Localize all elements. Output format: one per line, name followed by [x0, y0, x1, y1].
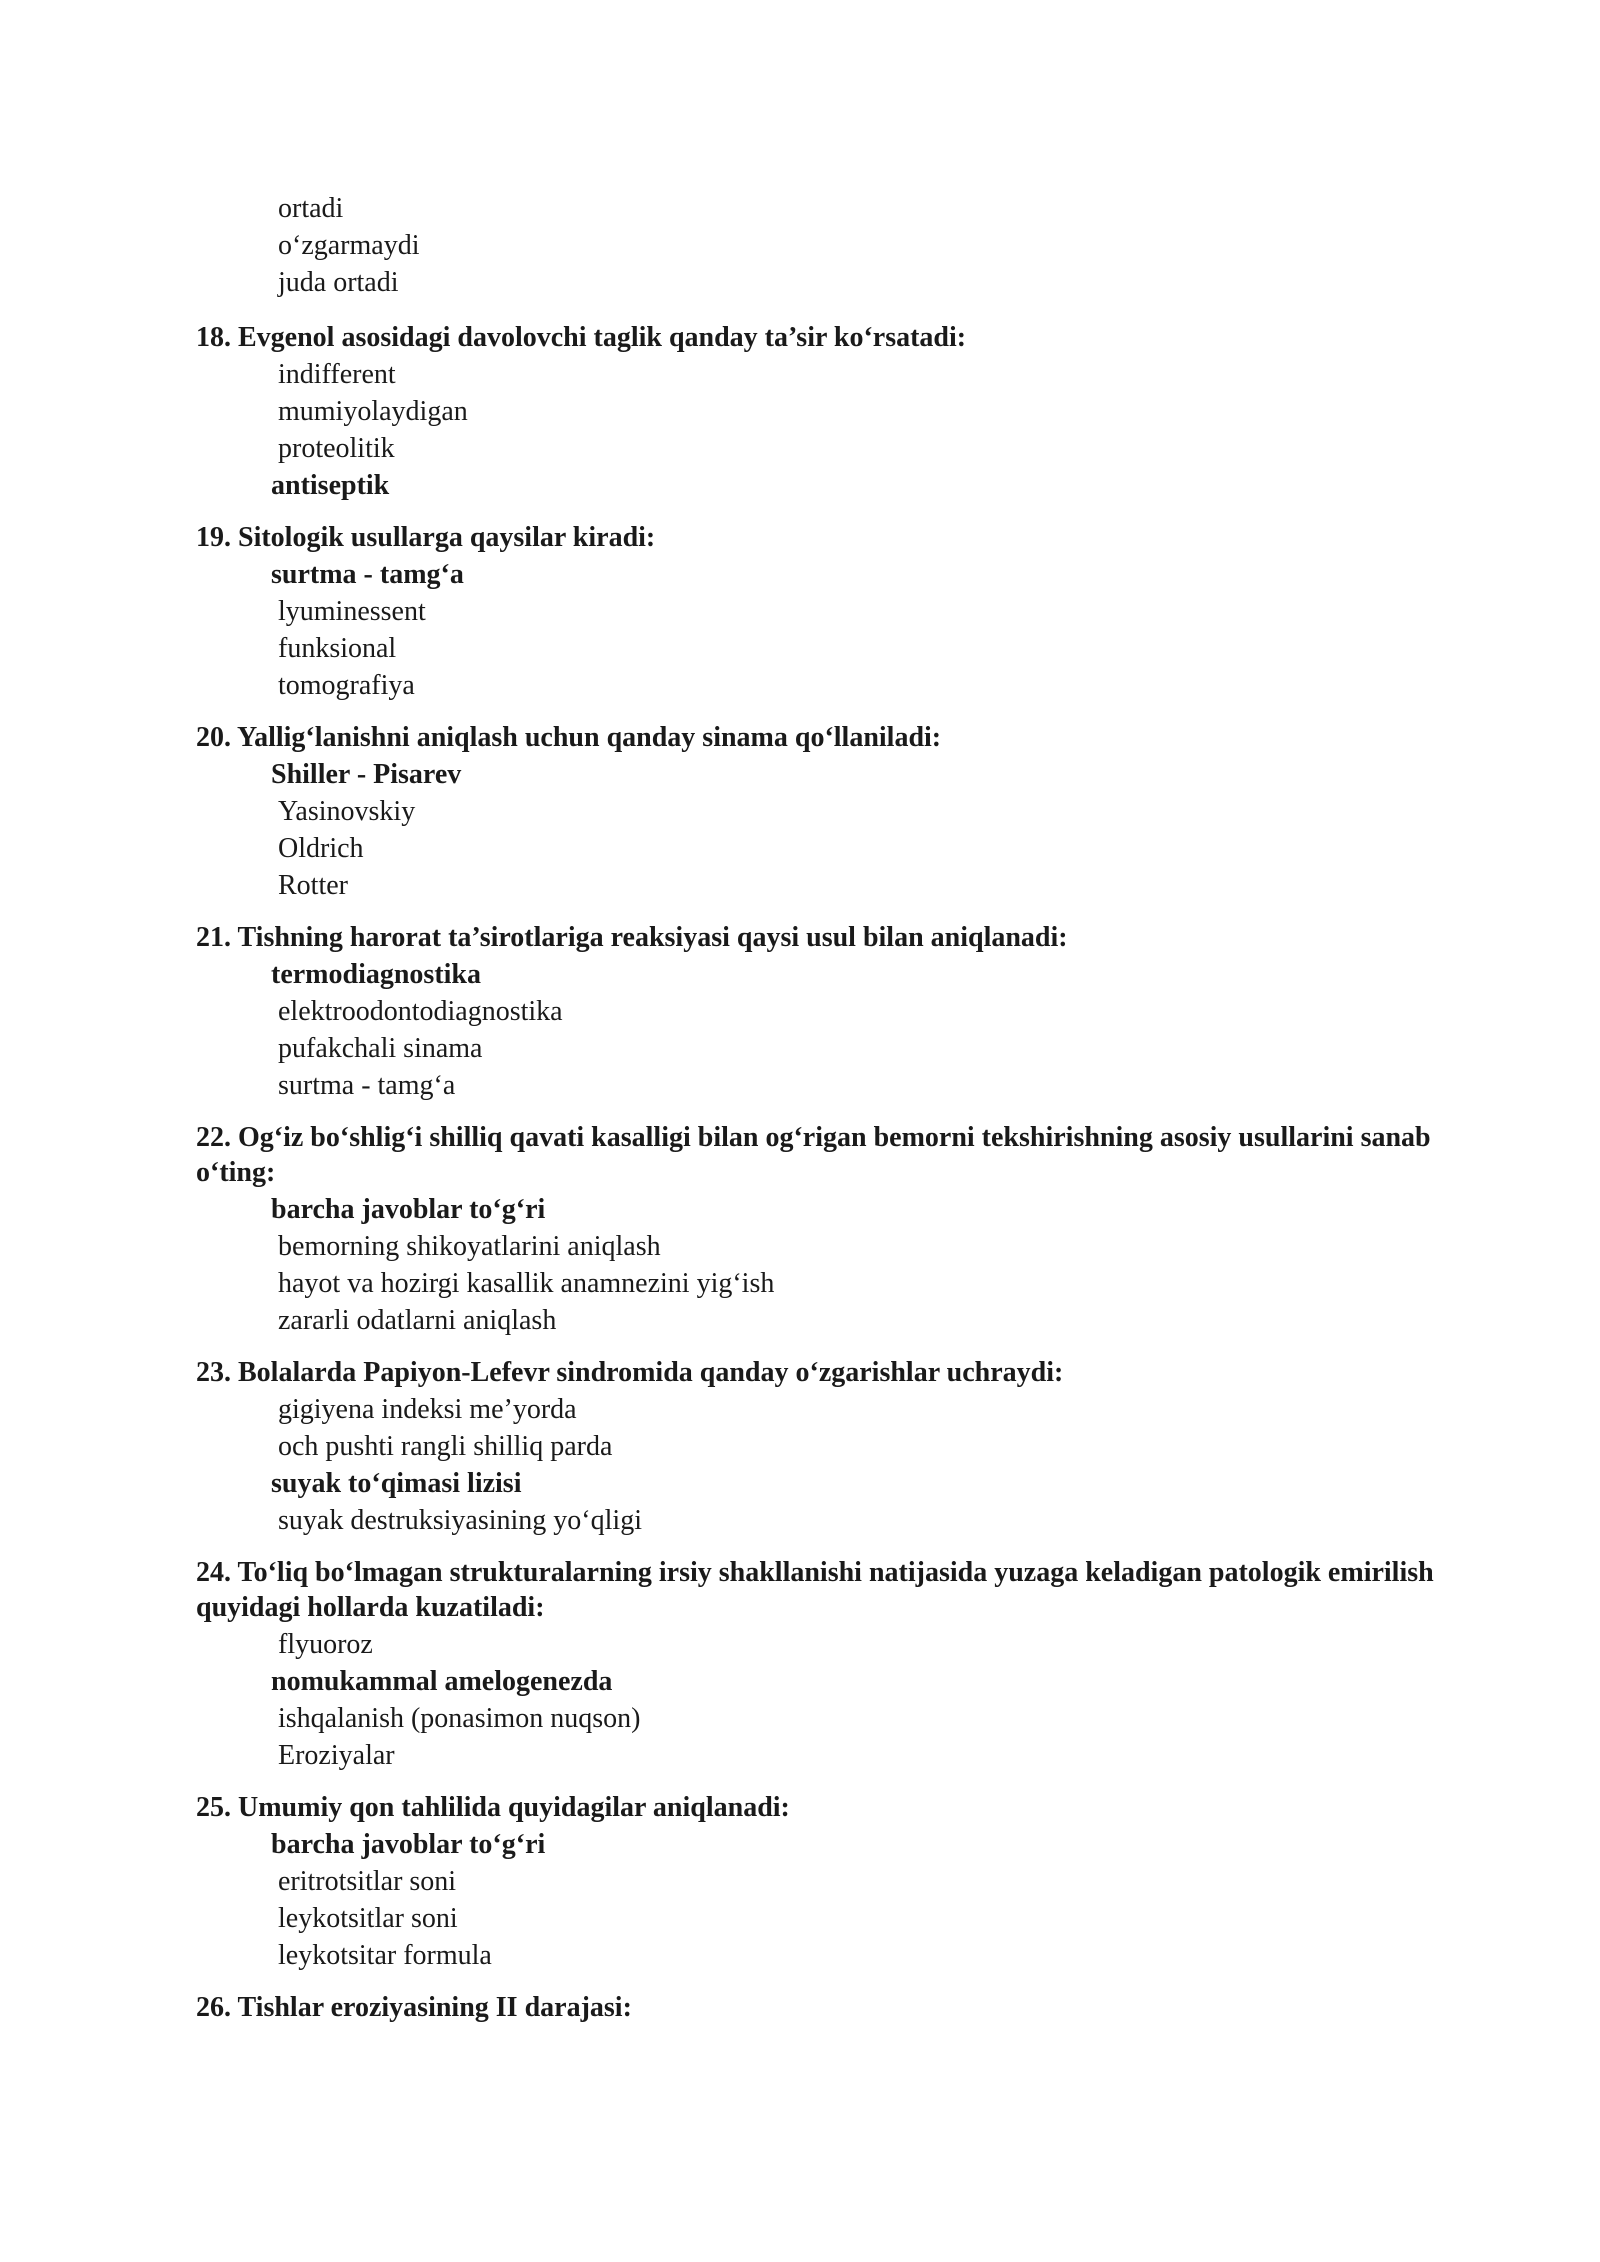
answer-option: proteolitik — [278, 433, 395, 464]
answer-option: suyak destruksiyasining yo‘qligi — [278, 1505, 642, 1536]
answer-option: indifferent — [278, 359, 396, 390]
question-text: 25. Umumiy qon tahlilida quyidagilar aniqlanadi: — [196, 1792, 790, 1823]
answer-option: hayot va hozirgi kasallik anamnezini yig‘ish — [278, 1268, 775, 1299]
question-block — [0, 1120, 1600, 1339]
answer-option: tomografiya — [278, 670, 415, 701]
question-text: 24. To‘liq bo‘lmagan strukturalarning irsiy shakllanishi natijasida yuzaga keladigan patologik emirilish quyidagi hollarda kuzatiladi: — [196, 1557, 1434, 1623]
answer-option: bemorning shikoyatlarini aniqlash — [278, 1231, 661, 1262]
answer-option: zararli odatlarni aniqlash — [278, 1305, 557, 1336]
correct-answer-option: nomukammal amelogenezda — [271, 1666, 613, 1697]
question-block — [0, 1790, 1600, 1974]
answer-option: ortadi — [278, 193, 344, 224]
correct-answer-option: surtma - tamg‘a — [271, 559, 464, 590]
answer-option: pufakchali sinama — [278, 1033, 483, 1064]
answer-option: Rotter — [278, 870, 348, 901]
answer-option: Oldrich — [278, 833, 364, 864]
answer-option: Yasinovskiy — [278, 796, 416, 827]
question-block — [0, 720, 1600, 904]
question-text: 21. Tishning harorat ta’sirotlariga reaksiyasi qaysi usul bilan aniqlanadi: — [196, 922, 1068, 953]
question-block — [0, 320, 1600, 504]
answer-option: flyuoroz — [278, 1629, 373, 1660]
correct-answer-option: barcha javoblar to‘g‘ri — [271, 1194, 546, 1225]
answer-option: eritrotsitlar soni — [278, 1866, 457, 1897]
answer-option: o‘zgarmaydi — [278, 230, 420, 261]
answer-option: elektroodontodiagnostika — [278, 996, 563, 1027]
answer-option: lyuminessent — [278, 596, 426, 627]
question-block — [0, 1355, 1600, 1539]
question-block — [0, 1990, 1600, 2025]
question-block — [0, 1555, 1600, 1774]
answer-option: leykotsitar formula — [278, 1940, 492, 1971]
continued-options — [0, 190, 1600, 301]
correct-answer-option: suyak to‘qimasi lizisi — [271, 1468, 522, 1499]
question-text: 19. Sitologik usullarga qaysilar kiradi: — [196, 522, 656, 553]
correct-answer-option: barcha javoblar to‘g‘ri — [271, 1829, 546, 1860]
question-text: 22. Og‘iz bo‘shlig‘i shilliq qavati kasalligi bilan og‘rigan bemorni tekshirishning asosiy usullarini sanab o‘ting: — [196, 1122, 1431, 1188]
correct-answer-option: Shiller - Pisarev — [271, 759, 462, 790]
answer-option: juda ortadi — [278, 267, 399, 298]
question-text: 18. Evgenol asosidagi davolovchi taglik qanday ta’sir ko‘rsatadi: — [196, 322, 967, 353]
question-text: 20. Yallig‘lanishni aniqlash uchun qanday sinama qo‘llaniladi: — [196, 722, 942, 753]
answer-option: funksional — [278, 633, 397, 664]
question-block — [0, 520, 1600, 704]
answer-option: surtma - tamg‘a — [278, 1070, 456, 1101]
question-text: 26. Tishlar eroziyasining II darajasi: — [196, 1992, 632, 2023]
answer-option: gigiyena indeksi me’yorda — [278, 1394, 577, 1425]
answer-option: mumiyolaydigan — [278, 396, 468, 427]
question-list — [0, 320, 1600, 2026]
answer-option: Eroziyalar — [278, 1740, 395, 1771]
question-block — [0, 920, 1600, 1104]
answer-option: och pushti rangli shilliq parda — [278, 1431, 613, 1462]
answer-option: leykotsitlar soni — [278, 1903, 458, 1934]
answer-option: ishqalanish (ponasimon nuqson) — [278, 1703, 641, 1734]
question-text: 23. Bolalarda Papiyon-Lefevr sindromida qanday o‘zgarishlar uchraydi: — [196, 1357, 1064, 1388]
correct-answer-option: antiseptik — [271, 470, 390, 501]
correct-answer-option: termodiagnostika — [271, 959, 481, 990]
